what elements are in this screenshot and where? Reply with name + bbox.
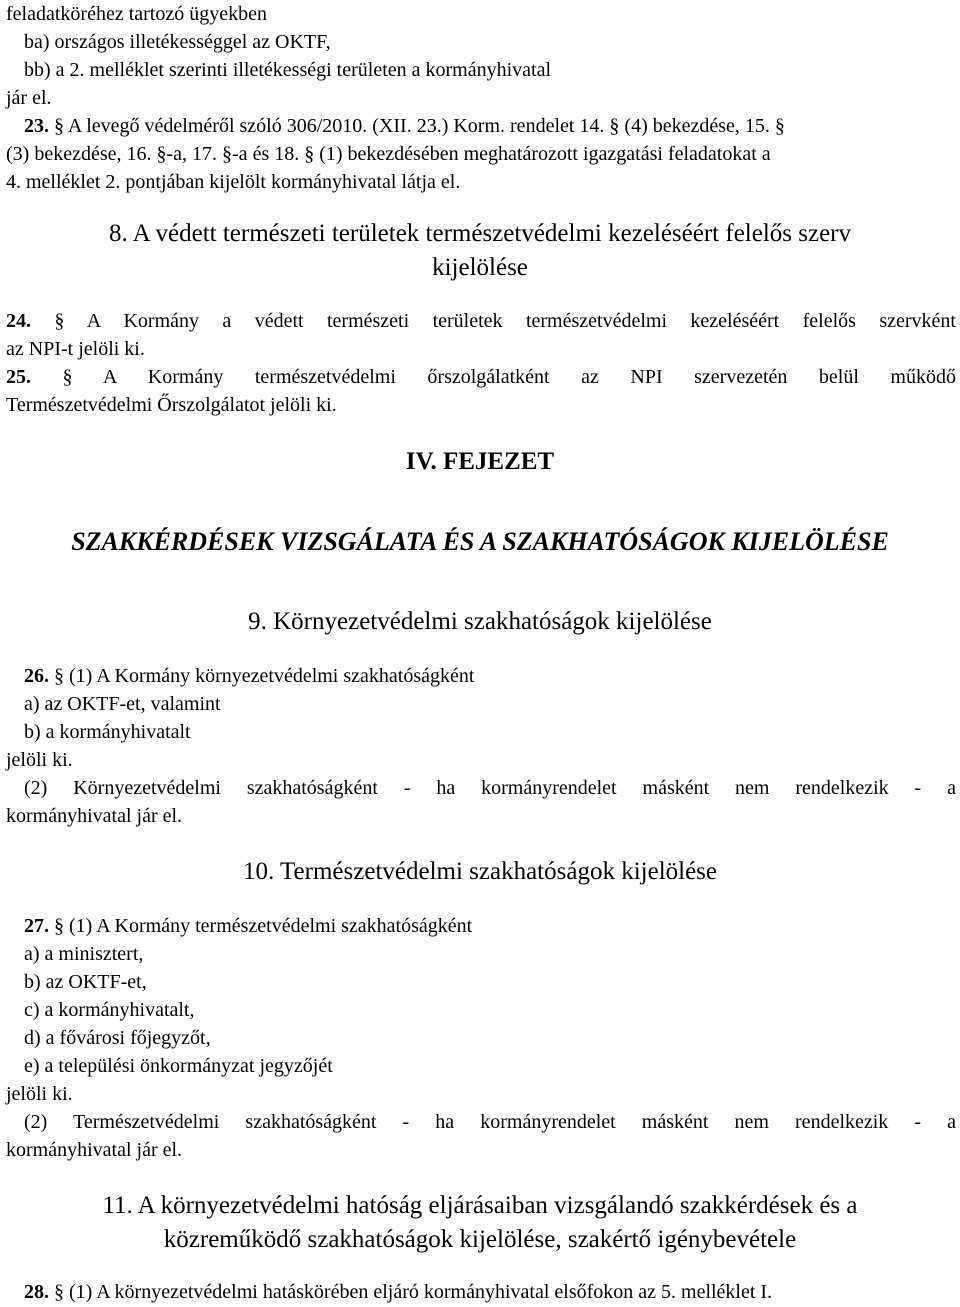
paragraph-text: § A Kormány a védett természeti területek természetvédelmi kezeléséért felelős szervként [31, 310, 956, 332]
paragraph-27-2-line-1: (2) Természetvédelmi szakhatóságként - ha kormányrendelet másként nem rendelkezik - a [24, 1111, 956, 1133]
paragraph-text: § (1) A Kormány természetvédelmi szakhatóságként [49, 915, 473, 937]
paragraph-text: § A levegő védelméről szóló 306/2010. (XII. 23.) Korm. rendelet 14. § (4) bekezdése, 15. § [49, 115, 785, 137]
section-9-heading: 9. Környezetvédelmi szakhatóságok kijelölése [248, 608, 712, 635]
paragraph-number: 25. [6, 366, 31, 388]
paragraph-26-2-line-2: kormányhivatal jár el. [6, 805, 183, 827]
section-10-heading: 10. Természetvédelmi szakhatóságok kijelölése [242, 858, 718, 885]
list-item-e: e) a települési önkormányzat jegyzőjét [24, 1055, 333, 1077]
list-item-d: d) a fővárosi főjegyzőt, [24, 1027, 211, 1049]
paragraph-number: 28. [24, 1281, 49, 1303]
paragraph-26-2-line-1: (2) Környezetvédelmi szakhatóságként - ha kormányrendelet másként nem rendelkezik - a [24, 777, 956, 799]
list-item-bb: bb) a 2. melléklet szerinti illetékességi területen a kormányhivatal [24, 59, 552, 81]
chapter-title: SZAKKÉRDÉSEK VIZSGÁLATA ÉS A SZAKHATÓSÁGOK KIJELÖLÉSE [71, 527, 889, 556]
paragraph-28-line-1 [24, 1278, 956, 1306]
list-item-b: b) az OKTF-et, [24, 971, 147, 993]
paragraph-text: § (1) A Kormány környezetvédelmi szakhatóságként [49, 665, 475, 687]
list-item-a: a) az OKTF-et, valamint [24, 693, 221, 715]
paragraph-25-line-2: Természetvédelmi Őrszolgálatot jelöli ki. [6, 394, 337, 416]
list-item-ba: ba) országos illetékességgel az OKTF, [24, 31, 331, 53]
text-line: feladatköréhez tartozó ügyekben [6, 3, 267, 25]
list-item-b: b) a kormányhivatalt [24, 721, 191, 743]
chapter-number: IV. FEJEZET [405, 448, 555, 475]
paragraph-27-2-line-2: kormányhivatal jár el. [6, 1139, 183, 1161]
paragraph-text: § (1) A környezetvédelmi hatáskörében eljáró kormányhivatal elsőfokon az 5. melléklet I. [49, 1281, 773, 1303]
paragraph-number: 24. [6, 310, 31, 332]
paragraph-text: § A Kormány természetvédelmi őrszolgálatként az NPI szervezetén belül működő [31, 366, 956, 388]
paragraph-23-line-2: (3) bekezdése, 16. §-a, 17. §-a és 18. § (1) bekezdésében meghatározott igazgatási feladatokat a [6, 143, 771, 165]
section-11-heading-line-1: 11. A környezetvédelmi hatóság eljárásaiban vizsgálandó szakkérdések és a [102, 1192, 858, 1219]
paragraph-24-line-2: az NPI-t jelöli ki. [6, 338, 145, 360]
list-item-a: a) a minisztert, [24, 943, 144, 965]
paragraph-23-line-3: 4. melléklet 2. pontjában kijelölt kormányhivatal látja el. [6, 171, 461, 193]
section-8-heading-line-1: 8. A védett természeti területek természetvédelmi kezeléséért felelős szerv [108, 220, 852, 247]
paragraph-25-line-1 [6, 363, 956, 391]
section-11-heading-line-2: közreműködő szakhatóságok kijelölése, szakértő igénybevétele [163, 1226, 797, 1253]
paragraph-23-line-1 [24, 112, 956, 140]
paragraph-number: 23. [24, 115, 49, 137]
paragraph-27-line-1 [24, 912, 956, 940]
paragraph-26-line-1 [24, 662, 956, 690]
text-line: jár el. [6, 87, 52, 109]
paragraph-24-line-1 [6, 307, 956, 335]
section-8-heading-line-2: kijelölése [432, 254, 528, 281]
paragraph-number: 27. [24, 915, 49, 937]
list-item-c: c) a kormányhivatalt, [24, 999, 195, 1021]
paragraph-number: 26. [24, 665, 49, 687]
text-line: jelöli ki. [6, 749, 73, 771]
text-line: jelöli ki. [6, 1083, 73, 1105]
